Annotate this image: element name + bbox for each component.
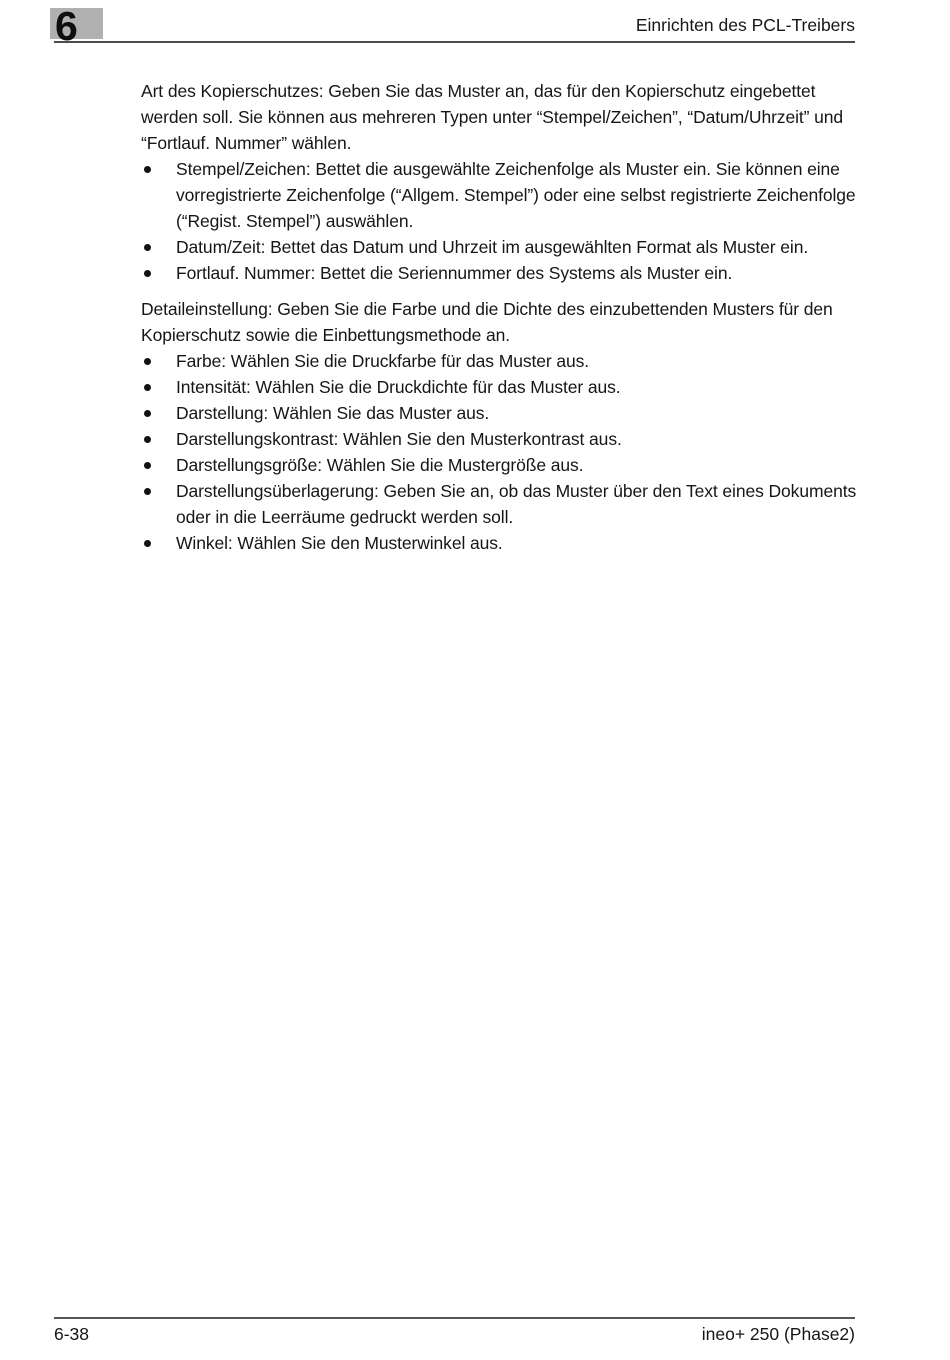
page-footer [54, 1321, 855, 1347]
list-item-text: Darstellung: Wählen Sie das Muster aus. [176, 403, 490, 423]
list-item [141, 260, 859, 286]
list-item-text: Intensität: Wählen Sie die Druckdichte für das Muster aus. [176, 377, 621, 397]
bullet-cell [141, 374, 176, 400]
bullet-icon [144, 244, 151, 251]
bullet-cell [141, 234, 176, 260]
bullet-cell [141, 260, 176, 286]
list-item [141, 478, 859, 530]
list-item [141, 452, 859, 478]
list-item-text: Winkel: Wählen Sie den Musterwinkel aus. [176, 533, 503, 553]
bullet-cell [141, 400, 176, 426]
bullet-cell [141, 156, 176, 234]
list-item-text: Fortlauf. Nummer: Bettet die Seriennummer des Systems als Muster ein. [176, 263, 733, 283]
list-item-text: Darstellungsüberlagerung: Geben Sie an, ob das Muster über den Text eines Dokuments oder in die Leerräume gedruckt werden soll. [176, 481, 857, 527]
page-header-title: Einrichten des PCL-Treibers [635, 15, 855, 35]
bullet-icon [144, 462, 151, 469]
list-item-text: Stempel/Zeichen: Bettet die ausgewählte Zeichenfolge als Muster ein. Sie können eine vorregistrierte Zeichenfolge (“Allgem. Stempel”) oder eine selbst registrierte Zeichenfolge (“Regist. Stempel”) auswählen. [176, 159, 856, 231]
bullet-cell [141, 530, 176, 556]
bullet-icon [144, 436, 151, 443]
bullet-icon [144, 166, 151, 173]
list-item-text: Farbe: Wählen Sie die Druckfarbe für das Muster aus. [176, 351, 590, 371]
bullet-cell [141, 348, 176, 374]
bullet-cell [141, 452, 176, 478]
page-body [141, 78, 859, 556]
list-item [141, 374, 859, 400]
list-item [141, 156, 859, 234]
bullet-list-copy-protection [141, 156, 859, 286]
footer-page-number: 6-38 [54, 1324, 90, 1344]
bullet-icon [144, 384, 151, 391]
bullet-icon [144, 358, 151, 365]
bullet-cell [141, 478, 176, 530]
bullet-list-detail-settings [141, 348, 859, 556]
footer-rule [54, 1317, 855, 1319]
list-item [141, 234, 859, 260]
list-item [141, 426, 859, 452]
paragraph-copy-protection-type: Art des Kopierschutzes: Geben Sie das Muster an, das für den Kopierschutz eingebettet werden soll. Sie können aus mehreren Typen unter “Stempel/Zeichen”, “Datum/Uhrzeit” und “Fortlauf. Nummer” wählen. [141, 81, 844, 153]
chapter-number: 6 [55, 3, 78, 49]
list-item [141, 400, 859, 426]
footer-model-name: ineo+ 250 (Phase2) [701, 1324, 855, 1344]
list-item-text: Darstellungskontrast: Wählen Sie den Musterkontrast aus. [176, 429, 622, 449]
bullet-icon [144, 488, 151, 495]
list-item [141, 348, 859, 374]
bullet-icon [144, 540, 151, 547]
bullet-icon [144, 270, 151, 277]
header-rule [54, 41, 855, 43]
list-item-text: Darstellungsgröße: Wählen Sie die Mustergröße aus. [176, 455, 584, 475]
list-item-text: Datum/Zeit: Bettet das Datum und Uhrzeit im ausgewählten Format als Muster ein. [176, 237, 809, 257]
list-item [141, 530, 859, 556]
bullet-icon [144, 410, 151, 417]
bullet-cell [141, 426, 176, 452]
paragraph-detail-settings: Detaileinstellung: Geben Sie die Farbe und die Dichte des einzubettenden Musters für den Kopierschutz sowie die Einbettungsmethode an. [141, 299, 833, 345]
